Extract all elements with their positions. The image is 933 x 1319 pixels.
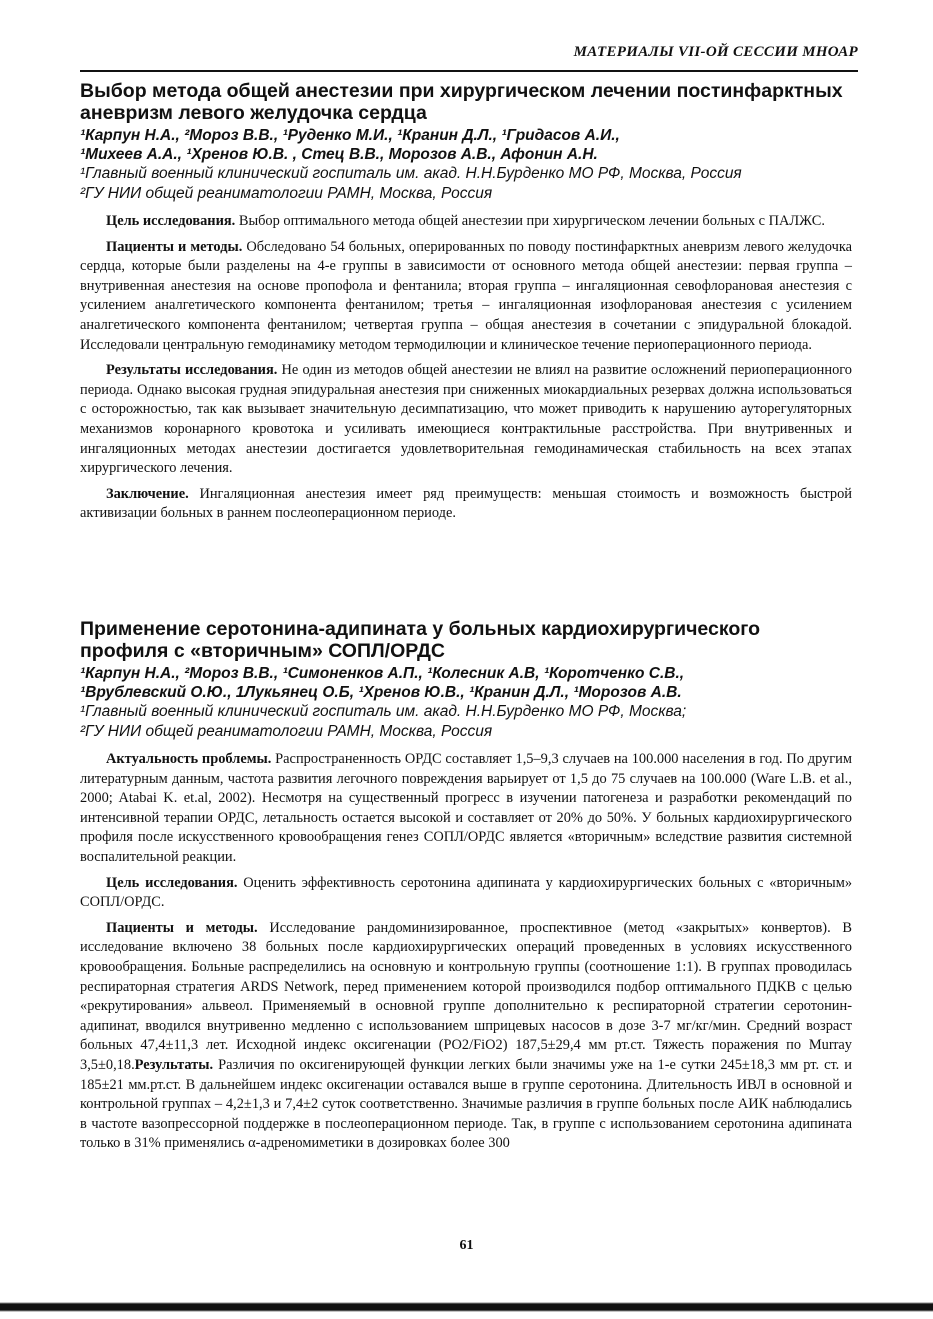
article-2-body xyxy=(80,750,852,1154)
paragraph-text: Обследовано 54 больных, оперированных по поводу постинфарктных аневризм левого желудочка сердца, которые были разделены на 4-е группы в зависимости от основного метода общей анестезии: первая группа – внутривенная анестезия на основе пропофола и фентанила; вторая группа – ингаляционная севофлорановая анестезия с усилением аналгетического компонента фентанилом; третья – ингаляционная изофлорановая анестезия с усилением аналгетического компонента фентанилом; четвертая группа – общая анестезия в сочетании с эпидуральной блокадой. Исследовали центральную гемодинамику методом термодилюции и клиническое течение периоперационного периода. xyxy=(80,238,853,353)
paragraph-text: Ингаляционная анестезия имеет ряд преимуществ: меньшая стоимость и возможность быстрой активизации больных в раннем послеоперационном периоде. xyxy=(80,485,852,522)
paragraph-heading: Пациенты и методы. xyxy=(106,919,258,936)
article-1-results-paragraph xyxy=(80,361,852,479)
header-rule xyxy=(80,70,858,72)
paragraph-text: Распространенность ОРДС составляет 1,5–9,3 случаев на 100.000 населения в год. По другим литературным данным, частота развития легочного повреждения варьирует от 1,5 до 75 случаев на 100.000 (Ware L.B. et al., 2000; Atabai K. et.al, 2002). Несмотря на существенный прогресс в изучении патогенеза и разработки рекомендаций по интенсивной терапии ОРДС, летальность остается высокой и составляет от 20% до 50%. У больных кардиохирургического профиля после искусственного кровообращения генез СОПЛ/ОРДС является «вторичным» вследствие развития системной воспалительной реакции. xyxy=(80,751,852,865)
paragraph-text: Исследование рандоминизированное, проспективное (метод «закрытых» конвертов). В исследование включено 38 больных после кардиохирургических операций проведенных в условиях искусственного кровообращения. Больные распределились на основную и контрольную группы (соотношение 1:1). В группах проводилась респираторная стратегия ARDS Network, перед применением которой производился подбор оптимального ПДКВ с целью «рекрутирования» альвеол. Применяемый в основной группе дополнительно к респираторной стратегии серотонин-адипинат, вводился внутривенно медленно с использованием шприцевых насосов в дозе 3-7 мг/кг/мин. Средний возраст больных 47,4±11,3 лет. Исходной индекс оксигенации (PO2/FiO2) 187,5±29,4 мм рт.ст. Тяжесть поражения по Murray 3,5±0,18. xyxy=(80,919,853,1073)
paragraph-heading: Цель исследования. xyxy=(106,874,238,891)
article-2-affiliation-1: ¹Главный военный клинический госпиталь им. акад. Н.Н.Бурденко МО РФ, Москва; xyxy=(80,703,687,720)
paragraph-heading: Результаты исследования. xyxy=(106,362,278,379)
article-2-title: Применение серотонина-адипината у больных кардиохирургического профиля с «вторичным» СОПЛ/ОРДС xyxy=(80,618,761,662)
article-2-relevance-paragraph xyxy=(80,750,852,868)
running-header: МАТЕРИАЛЫ VII-ОЙ СЕССИИ МНОАР xyxy=(573,44,858,60)
page-number: 61 xyxy=(459,1238,474,1253)
article-2-aim-paragraph xyxy=(80,874,852,913)
article-1-aim-paragraph xyxy=(80,212,852,232)
article-2 xyxy=(80,618,852,1160)
paragraph-heading: Цель исследования. xyxy=(106,213,236,229)
scan-edge-shadow xyxy=(0,1298,933,1319)
article-1-affiliation-2: ²ГУ НИИ общей реаниматологии РАМН, Москва, Россия xyxy=(80,185,493,202)
article-1-methods-paragraph xyxy=(80,238,852,356)
paragraph-text: Различия по оксигенирующей функции легких были значимы уже на 1-е сутки 245±18,3 мм рт. ст. и 185±21 мм.рт.ст. В дальнейшем индекс оксигенации оставался выше в группе серотонина. Длительность ИВЛ в основной и контрольной группах – 4,2±1,3 и 7,4±2 суток соответственно. Значимые различия в группе больных после АИК наблюдались в частоте вазопрессорной поддержке в послеоперационном периоде. Так, в группе с использованием серотонина адипината только в 31% применялись α-адреномиметики в дозировках более 300 xyxy=(80,1056,852,1152)
article-1-affiliation-1: ¹Главный военный клинический госпиталь им. акад. Н.Н.Бурденко МО РФ, Москва, Россия xyxy=(80,165,742,182)
article-1-title: Выбор метода общей анестезии при хирургическом лечении постинфарктных аневризм левого желудочка сердца xyxy=(80,80,843,124)
paragraph-heading: Актуальность проблемы. xyxy=(106,751,272,767)
article-1 xyxy=(80,80,852,530)
article-2-authors-line-1: ¹Карпун Н.А., ²Мороз В.В., ¹Симоненков А.П., ¹Колесник А.В, ¹Коротченко С.В., xyxy=(80,665,685,682)
article-2-methods-paragraph xyxy=(80,919,852,1154)
article-1-authors-line-2: ¹Михеев А.А., ¹Хренов Ю.В. , Стец В.В., Морозов А.В., Афонин А.Н. xyxy=(80,146,598,163)
article-1-authors-line-1: ¹Карпун Н.А., ²Мороз В.В., ¹Руденко М.И., ¹Кранин Д.Л., ¹Гридасов А.И., xyxy=(80,127,620,144)
article-2-authors-line-2: ¹Врублевский О.Ю., 1Лукьянец О.Б, ¹Хренов Ю.В., ¹Кранин Д.Л., ¹Морозов А.В. xyxy=(80,684,682,701)
paragraph-text: Выбор оптимального метода общей анестезии при хирургическом лечении больных с ПАЛЖС. xyxy=(235,213,825,229)
article-1-conclusion-paragraph xyxy=(80,485,852,524)
paragraph-heading-inline: Результаты. xyxy=(134,1056,214,1073)
paragraph-text: Не один из методов общей анестезии не влиял на развитие осложнений периоперационного периода. Однако высокая грудная эпидуральная анестезия при сниженных миокардиальных резервах должна использоваться с осторожностью, так как вызывает значительную десимпатизацию, что может приводить к нарушению ауторегуляторных механизмов коронарного кровотока и усиливать имеющиеся контрактильные расстройства. При внутривенных и ингаляционных методах анестезии достигается удовлетворительная гемодинамическая стабильность на всех этапах хирургического лечения. xyxy=(80,362,852,477)
article-2-affiliation-2: ²ГУ НИИ общей реаниматологии РАМН, Москва, Россия xyxy=(80,723,493,740)
paragraph-text: Оценить эффективность серотонина адипината у кардиохирургических больных с «вторичным» СОПЛ/ОРДС. xyxy=(80,874,853,911)
paragraph-heading: Заключение. xyxy=(106,485,189,502)
article-1-body xyxy=(80,212,852,524)
paragraph-heading: Пациенты и методы. xyxy=(106,238,243,255)
